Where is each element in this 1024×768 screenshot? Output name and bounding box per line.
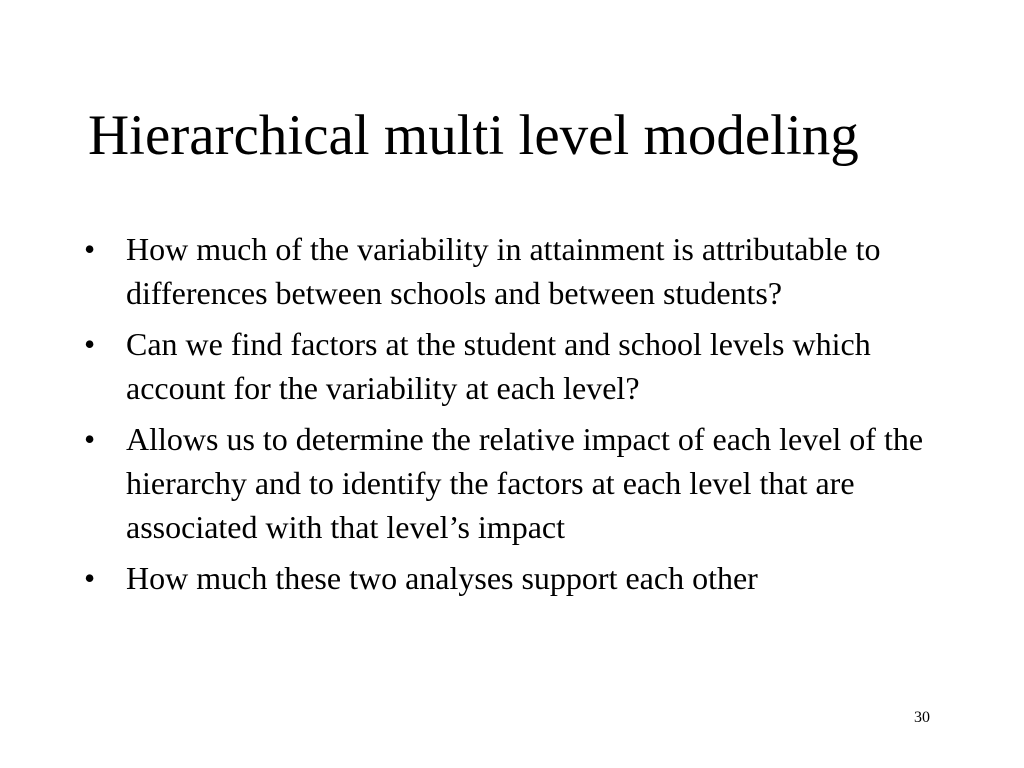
bullet-icon: • (84, 231, 96, 267)
page-number: 30 (914, 709, 930, 726)
bullet-item (84, 227, 964, 315)
bullet-icon: • (84, 326, 96, 362)
bullet-text: How much of the variability in attainment is attributable to differences between schools and between students? (126, 231, 881, 311)
bullet-icon: • (84, 560, 96, 596)
bullet-text: Can we find factors at the student and school levels which account for the variability at each level? (126, 326, 871, 406)
bullet-text: Allows us to determine the relative impact of each level of the hierarchy and to identify the factors at each level that are associated with that level’s impact (126, 421, 924, 545)
bullet-list (84, 227, 964, 607)
bullet-item (84, 322, 964, 410)
bullet-item (84, 417, 964, 549)
slide-title: Hierarchical multi level modeling (88, 104, 859, 167)
bullet-icon: • (84, 421, 96, 457)
bullet-item (84, 556, 964, 600)
bullet-text: How much these two analyses support each other (126, 560, 758, 596)
